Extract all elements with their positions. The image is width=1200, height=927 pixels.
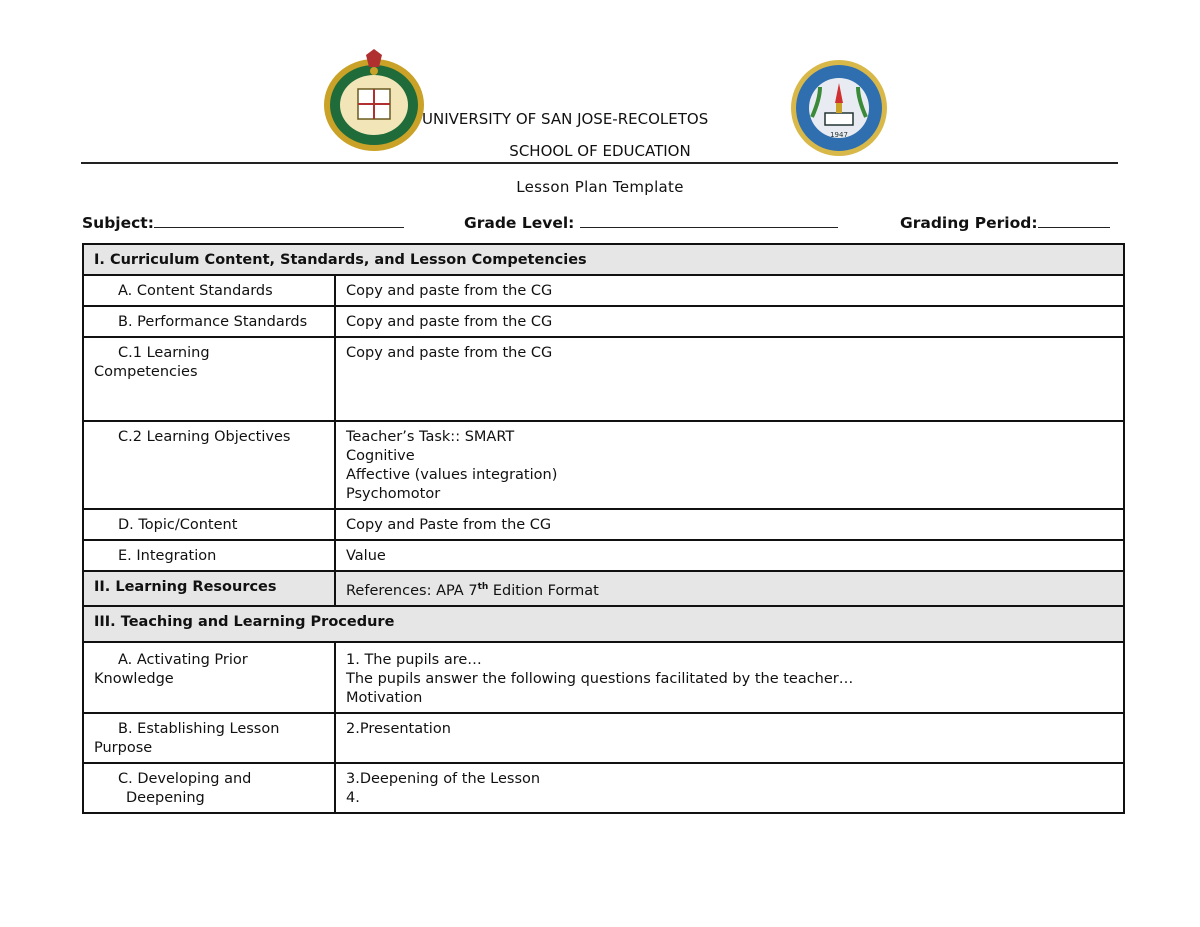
objective-line: Cognitive bbox=[346, 448, 415, 464]
row-value[interactable]: Copy and paste from the CG bbox=[335, 275, 1124, 306]
references-superscript: th bbox=[477, 582, 489, 592]
grading-period-label: Grading Period: bbox=[900, 214, 1038, 232]
table-row bbox=[83, 540, 1124, 571]
row-label-continued: Knowledge bbox=[94, 670, 174, 687]
row-label: C.1 Learning bbox=[118, 345, 210, 361]
row-label: A. Content Standards bbox=[118, 283, 273, 299]
row-value[interactable] bbox=[335, 763, 1124, 813]
section-title: II. Learning Resources bbox=[83, 571, 335, 606]
procedure-line: 1. The pupils are… bbox=[346, 651, 482, 668]
svg-text:1947: 1947 bbox=[830, 131, 848, 139]
row-label: B. Performance Standards bbox=[118, 314, 308, 330]
section-header-resources bbox=[83, 571, 1124, 606]
table-row bbox=[83, 713, 1124, 763]
table-row bbox=[83, 421, 1124, 509]
header-divider bbox=[81, 162, 1118, 164]
grade-level-field[interactable] bbox=[464, 212, 838, 232]
procedure-line: 4. bbox=[346, 789, 360, 806]
table-row bbox=[83, 763, 1124, 813]
university-name: UNIVERSITY OF SAN JOSE-RECOLETOS bbox=[422, 110, 709, 128]
objective-line: Teacher’s Task:: SMART bbox=[346, 429, 515, 445]
table-row bbox=[83, 642, 1124, 713]
row-label-continued: Purpose bbox=[94, 739, 153, 756]
grade-level-blank[interactable] bbox=[580, 212, 838, 228]
section-title: I. Curriculum Content, Standards, and Lesson Competencies bbox=[83, 244, 1124, 275]
subject-label: Subject: bbox=[82, 214, 154, 232]
row-label-continued: Deepening bbox=[126, 789, 205, 806]
grade-level-label: Grade Level: bbox=[464, 214, 575, 232]
grading-period-field[interactable] bbox=[900, 212, 1110, 232]
document-title: Lesson Plan Template bbox=[516, 178, 684, 196]
table-row bbox=[83, 509, 1124, 540]
table-row bbox=[83, 337, 1124, 421]
row-label-continued: Competencies bbox=[94, 364, 198, 380]
section-header-procedure bbox=[83, 606, 1124, 642]
procedure-line: 3.Deepening of the Lesson bbox=[346, 770, 541, 787]
row-label: C.2 Learning Objectives bbox=[118, 429, 291, 445]
section-header-curriculum bbox=[83, 244, 1124, 275]
row-label: C. Developing and bbox=[118, 770, 252, 787]
grading-period-blank[interactable] bbox=[1038, 212, 1110, 228]
row-value[interactable] bbox=[335, 421, 1124, 509]
procedure-line: Motivation bbox=[346, 689, 423, 706]
references-text: References: APA 7 bbox=[346, 582, 478, 599]
subject-blank[interactable] bbox=[154, 212, 404, 228]
procedure-line: The pupils answer the following questions facilitated by the teacher… bbox=[346, 670, 854, 687]
university-seal-logo bbox=[322, 47, 426, 153]
row-value[interactable]: 2.Presentation bbox=[335, 713, 1124, 763]
table-row bbox=[83, 275, 1124, 306]
objective-line: Affective (values integration) bbox=[346, 467, 558, 483]
section-title: III. Teaching and Learning Procedure bbox=[83, 606, 1124, 642]
row-label: E. Integration bbox=[118, 548, 217, 564]
row-value[interactable]: Copy and paste from the CG bbox=[335, 337, 1124, 421]
row-label: D. Topic/Content bbox=[118, 517, 238, 533]
references-text-end: Edition Format bbox=[488, 582, 599, 599]
table-row bbox=[83, 306, 1124, 337]
row-label: B. Establishing Lesson bbox=[118, 720, 280, 737]
row-value[interactable]: Copy and paste from the CG bbox=[335, 306, 1124, 337]
row-value[interactable] bbox=[335, 571, 1124, 606]
row-label: A. Activating Prior bbox=[118, 651, 248, 668]
school-name: SCHOOL OF EDUCATION bbox=[509, 142, 691, 160]
subject-field[interactable] bbox=[82, 212, 404, 232]
row-value[interactable]: Copy and Paste from the CG bbox=[335, 509, 1124, 540]
row-value[interactable] bbox=[335, 642, 1124, 713]
objective-line: Psychomotor bbox=[346, 486, 441, 502]
row-value[interactable]: Value bbox=[335, 540, 1124, 571]
lesson-plan-table bbox=[82, 243, 1125, 814]
